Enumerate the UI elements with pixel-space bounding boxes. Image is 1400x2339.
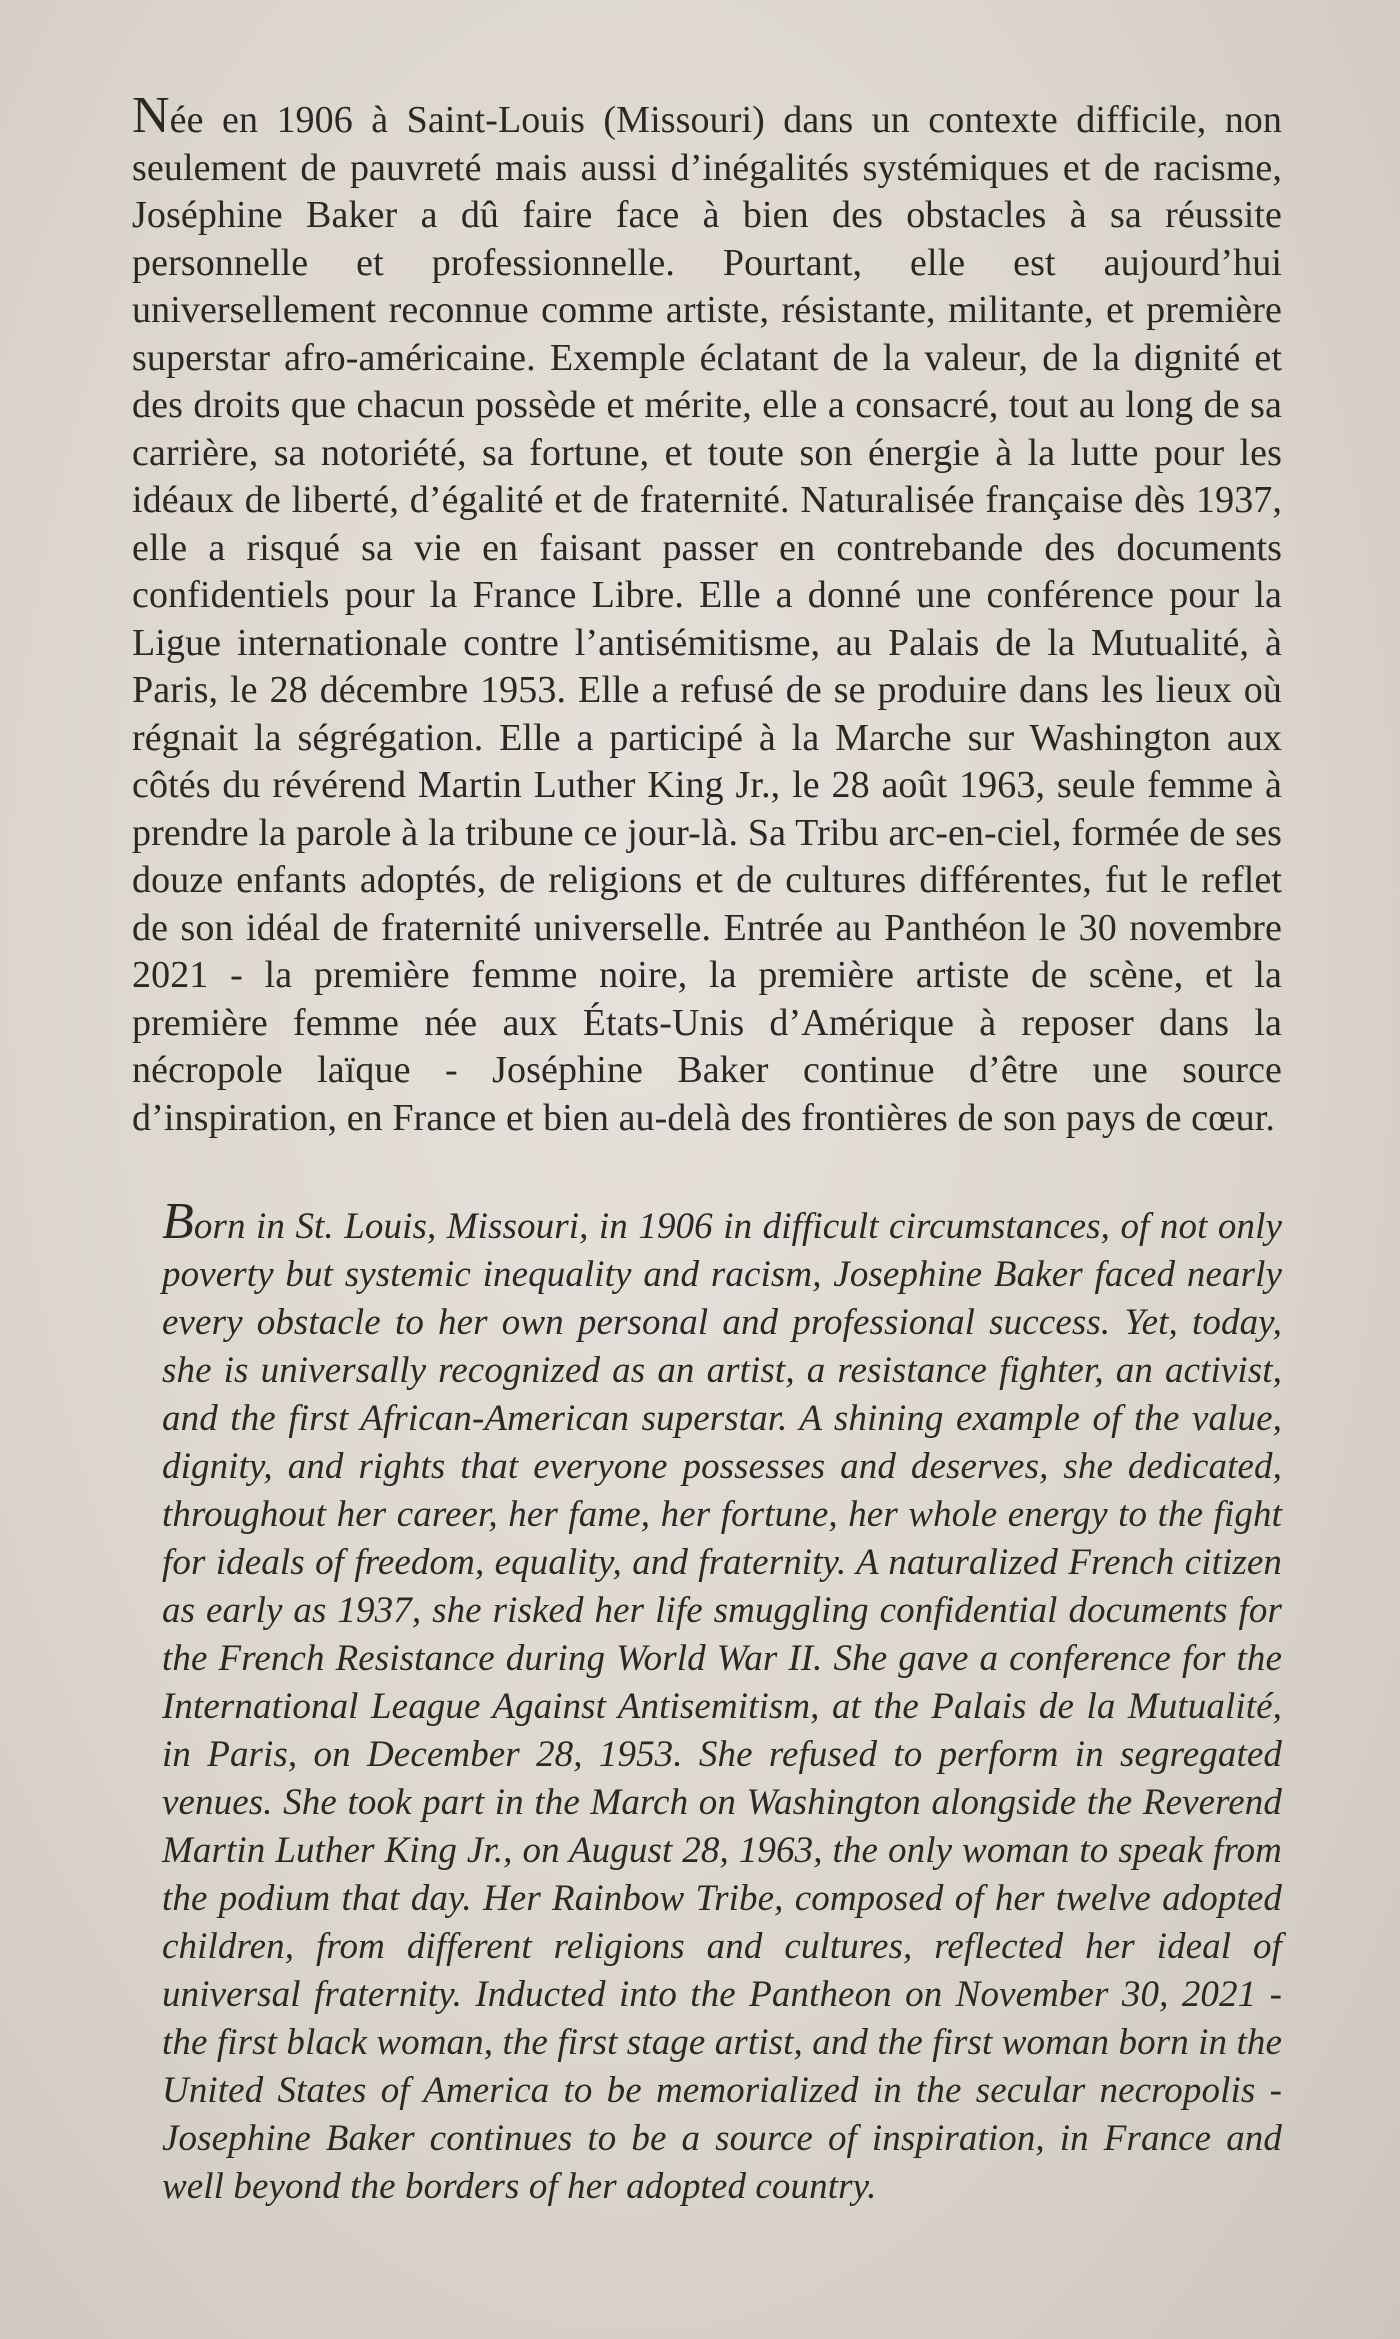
english-initial-letter: B [162,1193,194,1250]
french-body-text: ée en 1906 à Saint-Louis (Missouri) dans un contexte difficile, non seulement de pauvreté mais aussi d’inégalités systémiques et de racisme, Joséphine Baker a dû faire face à bien des obstacles à sa réussite personnelle et professionnelle. Pourtant, elle est aujourd’hui universellement reconnue comme artiste, résistante, militante, et première superstar afro-américaine. Exemple éclatant de la valeur, de la dignité et des droits que chacun possède et mérite, elle a consacré, tout au long de sa carrière, sa notoriété, sa fortune, et toute son énergie à la lutte pour les idéaux de liberté, d’égalité et de fraternité. Naturalisée française dès 1937, elle a risqué sa vie en faisant passer en contrebande des documents confidentiels pour la France Libre. Elle a donné une conférence pour la Ligue internationale contre l’antisémitisme, au Palais de la Mutualité, à Paris, le 28 décembre 1953. Elle a refusé de se produire dans les lieux où régnait la ségrégation. Elle a participé à la Marche sur Washington aux côtés du révérend Martin Luther King Jr., le 28 août 1963, seule femme à prendre la parole à la tribune ce jour-là. Sa Tribu arc-en-ciel, formée de ses douze enfants adoptés, de religions et de cultures différentes, fut le reflet de son idéal de fraternité universelle. Entrée au Panthéon le 30 novembre 2021 - la première femme noire, la première artiste de scène, et la première femme née aux États-Unis d’Amérique à reposer dans la nécropole laïque - Joséphine Baker continue d’être une source d’inspiration, en France et bien au-delà des frontières de son pays de cœur. [132,99,1282,1139]
english-body-text: orn in St. Louis, Missouri, in 1906 in difficult circumstances, of not only poverty but systemic inequality and racism, Josephine Baker faced nearly every obstacle to her own personal and professional success. Yet, today, she is universally recognized as an artist, a resistance fighter, an activist, and the first African-American superstar. A shining example of the value, dignity, and rights that everyone possesses and deserves, she dedicated, throughout her career, her fame, her fortune, her whole energy to the fight for ideals of freedom, equality, and fraternity. A naturalized French citizen as early as 1937, she risked her life smuggling confidential documents for the French Resistance during World War II. She gave a conference for the International League Against Antisemitism, at the Palais de la Mutualité, in Paris, on December 28, 1953. She refused to perform in segregated venues. She took part in the March on Washington alongside the Reverend Martin Luther King Jr., on August 28, 1963, the only woman to speak from the podium that day. Her Rainbow Tribe, composed of her twelve adopted children, from different religions and cultures, reflected her ideal of universal fraternity. Inducted into the Pantheon on November 30, 2021 - the first black woman, the first stage artist, and the first woman born in the United States of America to be memorialized in the secular necropolis - Josephine Baker continues to be a source of inspiration, in France and well beyond the borders of her adopted country. [162,1206,1282,2207]
french-initial-letter: N [132,87,170,144]
french-paragraph [132,87,1282,1142]
english-paragraph [162,1193,1282,2211]
exhibit-text-panel [132,87,1282,2211]
